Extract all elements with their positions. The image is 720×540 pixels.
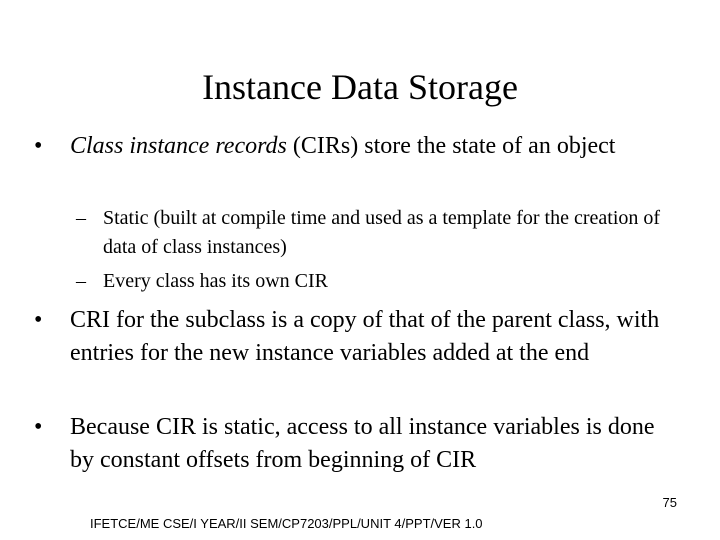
dash-icon: – — [76, 270, 86, 292]
bullet-2-text: CRI for the subclass is a copy of that of the parent class, with entries for the new instance variables added at the end — [70, 307, 660, 366]
dash-icon: – — [76, 207, 86, 229]
page-number: 75 — [662, 495, 677, 510]
bullet-icon: • — [34, 133, 43, 159]
sub-point-1 — [76, 204, 693, 262]
sub-point-2-text: Every class has its own CIR — [103, 270, 328, 292]
footer-text: IFETCE/ME CSE/I YEAR/II SEM/CP7203/PPL/UNIT 4/PPT/VER 1.0 — [90, 516, 483, 531]
bullet-point-1 — [34, 130, 680, 163]
sub-point-1-text: Static (built at compile time and used as a template for the creation of data of class instances) — [103, 207, 661, 258]
bullet-icon: • — [34, 307, 43, 333]
bullet-icon: • — [34, 414, 43, 440]
bullet-point-2 — [34, 304, 680, 370]
slide-title: Instance Data Storage — [202, 67, 518, 107]
sub-point-2 — [76, 267, 693, 296]
bullet-1-text: (CIRs) store the state of an object — [286, 133, 616, 159]
bullet-3-text: Because CIR is static, access to all instance variables is done by constant offsets from beginning of CIR — [70, 414, 655, 473]
bullet-1-emphasis: Class instance records — [70, 133, 287, 159]
bullet-point-3 — [34, 411, 680, 477]
